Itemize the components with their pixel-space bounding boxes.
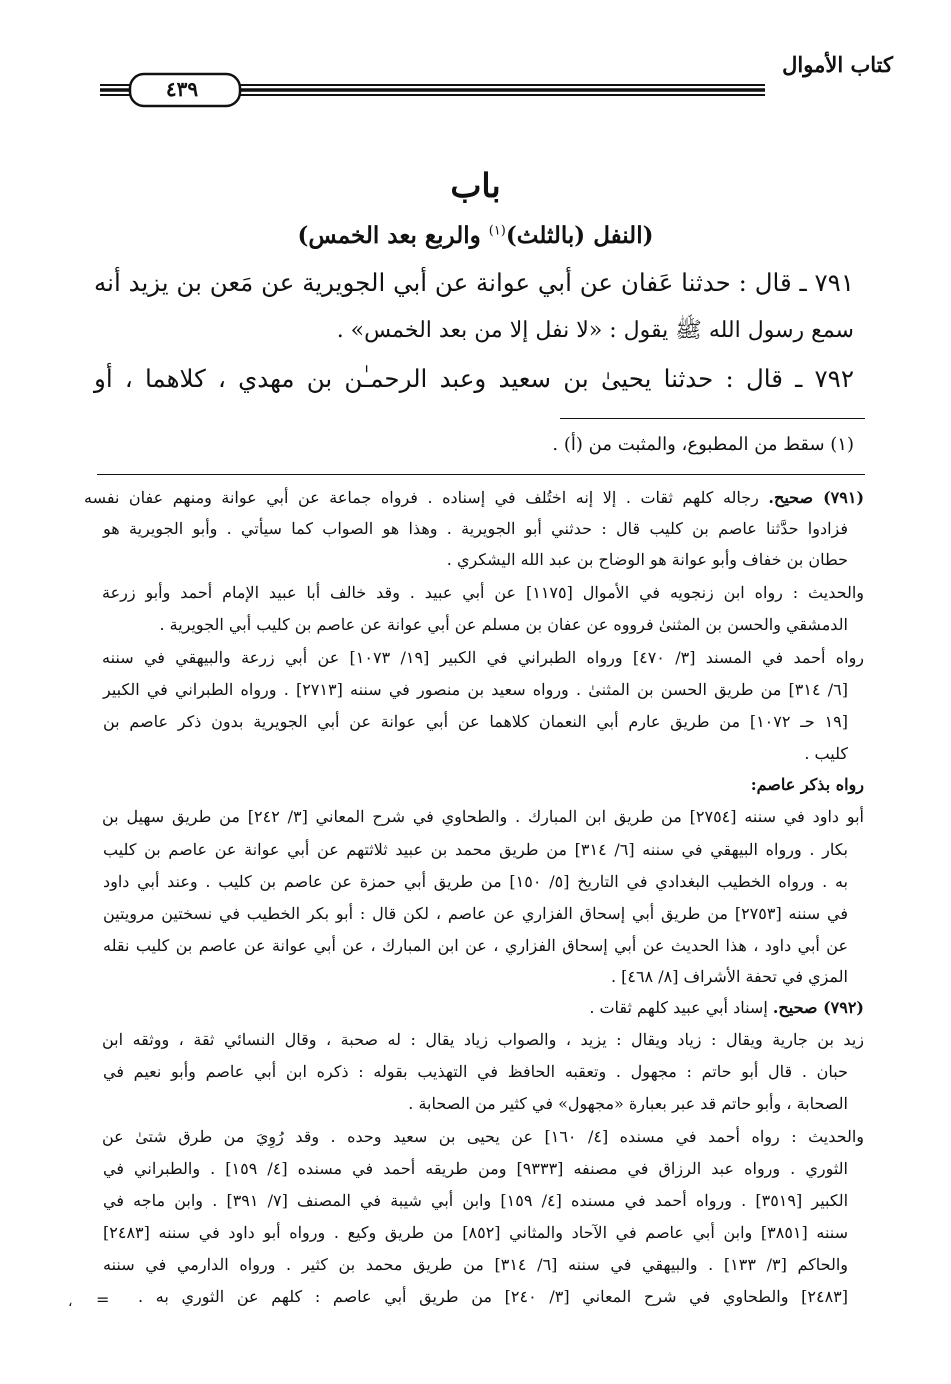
commentary-line: والحديث : رواه أحمد في مسنده [٤/ ١٦٠] عن يحيى بن سعيد وحده . وقد رُوِيَ من طرق شتىٰ عن xyxy=(102,1127,865,1146)
commentary-line: فزادوا حدَّثنا عاصم بن كليب قال : حدثني أبو الجويرية . وهذا هو الصواب كما سيأتي . وأبو الجويرية هو xyxy=(103,519,849,538)
commentary-separator xyxy=(97,474,865,475)
commentary-line: (٧٩١) صحيح. رجاله كلهم ثقات . إلا إنه اختُلف في إسناده . فرواه جماعة عن أبي عوانة ومنهم عفان نفسه xyxy=(84,488,865,507)
commentary-subheading: رواه بذكر عاصم: xyxy=(750,775,864,794)
chapter-subtitle xyxy=(0,222,951,249)
commentary-line: الكبير [٣٥١٩] . ورواه أحمد في مسنده [٤/ ١٥٩] وابن أبي شيبة في المصنف [٧/ ٣٩١] . وابن ماجه في xyxy=(103,1191,849,1210)
commentary-line: والحاكم [٣/ ١٣٣] . والبيهقي في سننه [٦/ ٣١٤] من طريق محمد بن كثير . ورواه الدارمي في سننه xyxy=(103,1255,849,1274)
page-number: ٤٣٩ xyxy=(165,77,199,101)
footnote-separator xyxy=(560,418,865,419)
commentary-line: عن أبي داود ، هذا الحديث عن أبي إسحاق الفزاري ، عن ابن المبارك ، عن أبي عوانة عن عاصم بن كليب نقله xyxy=(103,936,848,955)
commentary-line: الصحابة ، وأبو حاتم قد عبر بعبارة «مجهول» في كثير من الصحابة . xyxy=(408,1094,848,1113)
commentary-line: حطان بن خفاف وأبو عوانة هو الوضاح بن عبد الله اليشكري . xyxy=(446,550,848,569)
commentary-line: رواه أحمد في المسند [٣/ ٤٧٠] ورواه الطبراني في الكبير [١٩/ ١٠٧٣] عن أبي زرعة والبيهقي في سننه xyxy=(102,648,865,667)
commentary-line: بكار . ورواه البيهقي في سننه [٦/ ٣١٤] من طريق محمد بن عبيد ثلاثتهم عن أبي عوانة عن عاصم بن كليب xyxy=(103,840,848,859)
chapter-title: باب xyxy=(450,166,501,205)
commentary-line: سننه [٣٨٥١] وابن أبي عاصم في الآحاد والمثاني [٨٥٢] من طريق وكيع . ورواه أبو داود في سننه [٢٤٨٣] xyxy=(103,1223,849,1242)
commentary-line: والحديث : رواه ابن زنجويه في الأموال [١١٧٥] عن أبي عبيد . وقد خالف أبا عبيد الإمام أحمد وأبو زرعة xyxy=(102,583,864,602)
commentary-line: (٧٩٢) صحيح. إسناد أبي عبيد كلهم ثقات . xyxy=(589,998,864,1017)
commentary-line: [٢٤٨٣] والطحاوي في شرح المعاني [٣/ ٢٤٠] من طريق أبي عاصم : كلهم عن الثوري به . xyxy=(138,1287,849,1306)
commentary-line: حبان . قال أبو حاتم : مجهول . وتعقبه الحافظ في التهذيب بقوله : ذكره ابن أبي عاصم وأبو نعيم في xyxy=(103,1062,848,1081)
commentary-line: [١٩ حـ ١٠٧٢] من طريق عارم أبي النعمان كلاهما عن أبي عوانة عن أبي الجويرية بدون ذكر عاصم بن xyxy=(103,712,849,731)
commentary-line: المزي في تحفة الأشراف [٨/ ٤٦٨] . xyxy=(610,967,848,986)
subtitle-prefix: (النفل (بالثلث) xyxy=(505,222,654,249)
running-header-title: كتاب الأموال xyxy=(782,52,893,77)
commentary-line: كليب . xyxy=(804,744,848,763)
margin-dot: ، xyxy=(68,1294,73,1310)
main-text-line: سمع رسول الله ﷺ يقول : «لا نفل إلا من بعد الخمس» . xyxy=(336,318,854,343)
commentary-line: به . ورواه الخطيب البغدادي في التاريخ [٥/ ١٥٠] من طريق أبي حمزة عن عاصم بن كليب . وعند أبي داود xyxy=(103,872,849,891)
commentary-line: في سننه [٢٧٥٣] من طريق أبي إسحاق الفزاري عن عاصم ، لكن قال : أبو بكر الخطيب في نسختين مرويتين xyxy=(103,904,848,923)
commentary-line: أبو داود في سننه [٢٧٥٤] من طريق ابن المبارك . والطحاوي في شرح المعاني [٣/ ٢٤٢] من طريق سهيل بن xyxy=(102,807,865,826)
commentary-line: الدمشقي والحسن بن المثنىٰ فرووه عن عفان بن مسلم عن أبي عوانة عن عاصم بن كليب أبي الجويرية . xyxy=(159,615,848,634)
main-text-line: ٧٩١ ـ قال : حدثنا عَفان عن أبي عوانة عن أبي الجويرية عن مَعن بن يزيد أنه xyxy=(94,268,854,297)
footnote-text: (١) سقط من المطبوع، والمثبت من (أ) . xyxy=(552,434,854,455)
commentary-line: الثوري . ورواه عبد الرزاق في مصنفه [٩٣٣٣] ومن طريقه أحمد في مسنده [٤/ ١٥٩] . والطبراني في xyxy=(103,1159,848,1178)
subtitle-suffix: والربع بعد الخمس) xyxy=(297,222,489,249)
commentary-line: [٦/ ٣١٤] من طريق الحسن بن المثنىٰ . ورواه سعيد بن منصور في سننه [٢٧١٣] . ورواه الطبراني في الكبير xyxy=(103,680,848,699)
continuation-mark: = xyxy=(96,1290,110,1309)
commentary-line: زيد بن جارية ويقال : زياد ويقال : يزيد ، والصواب زياد يقال : له صحبة ، وقال النسائي ثقة ، ووثقه ابن xyxy=(102,1030,864,1049)
footnote-reference[interactable]: (١) xyxy=(488,223,506,239)
main-text-line: ٧٩٢ ـ قال : حدثنا يحيىٰ بن سعيد وعبد الرحمـٰن بن مهدي ، كلاهما ، أو xyxy=(94,364,854,393)
